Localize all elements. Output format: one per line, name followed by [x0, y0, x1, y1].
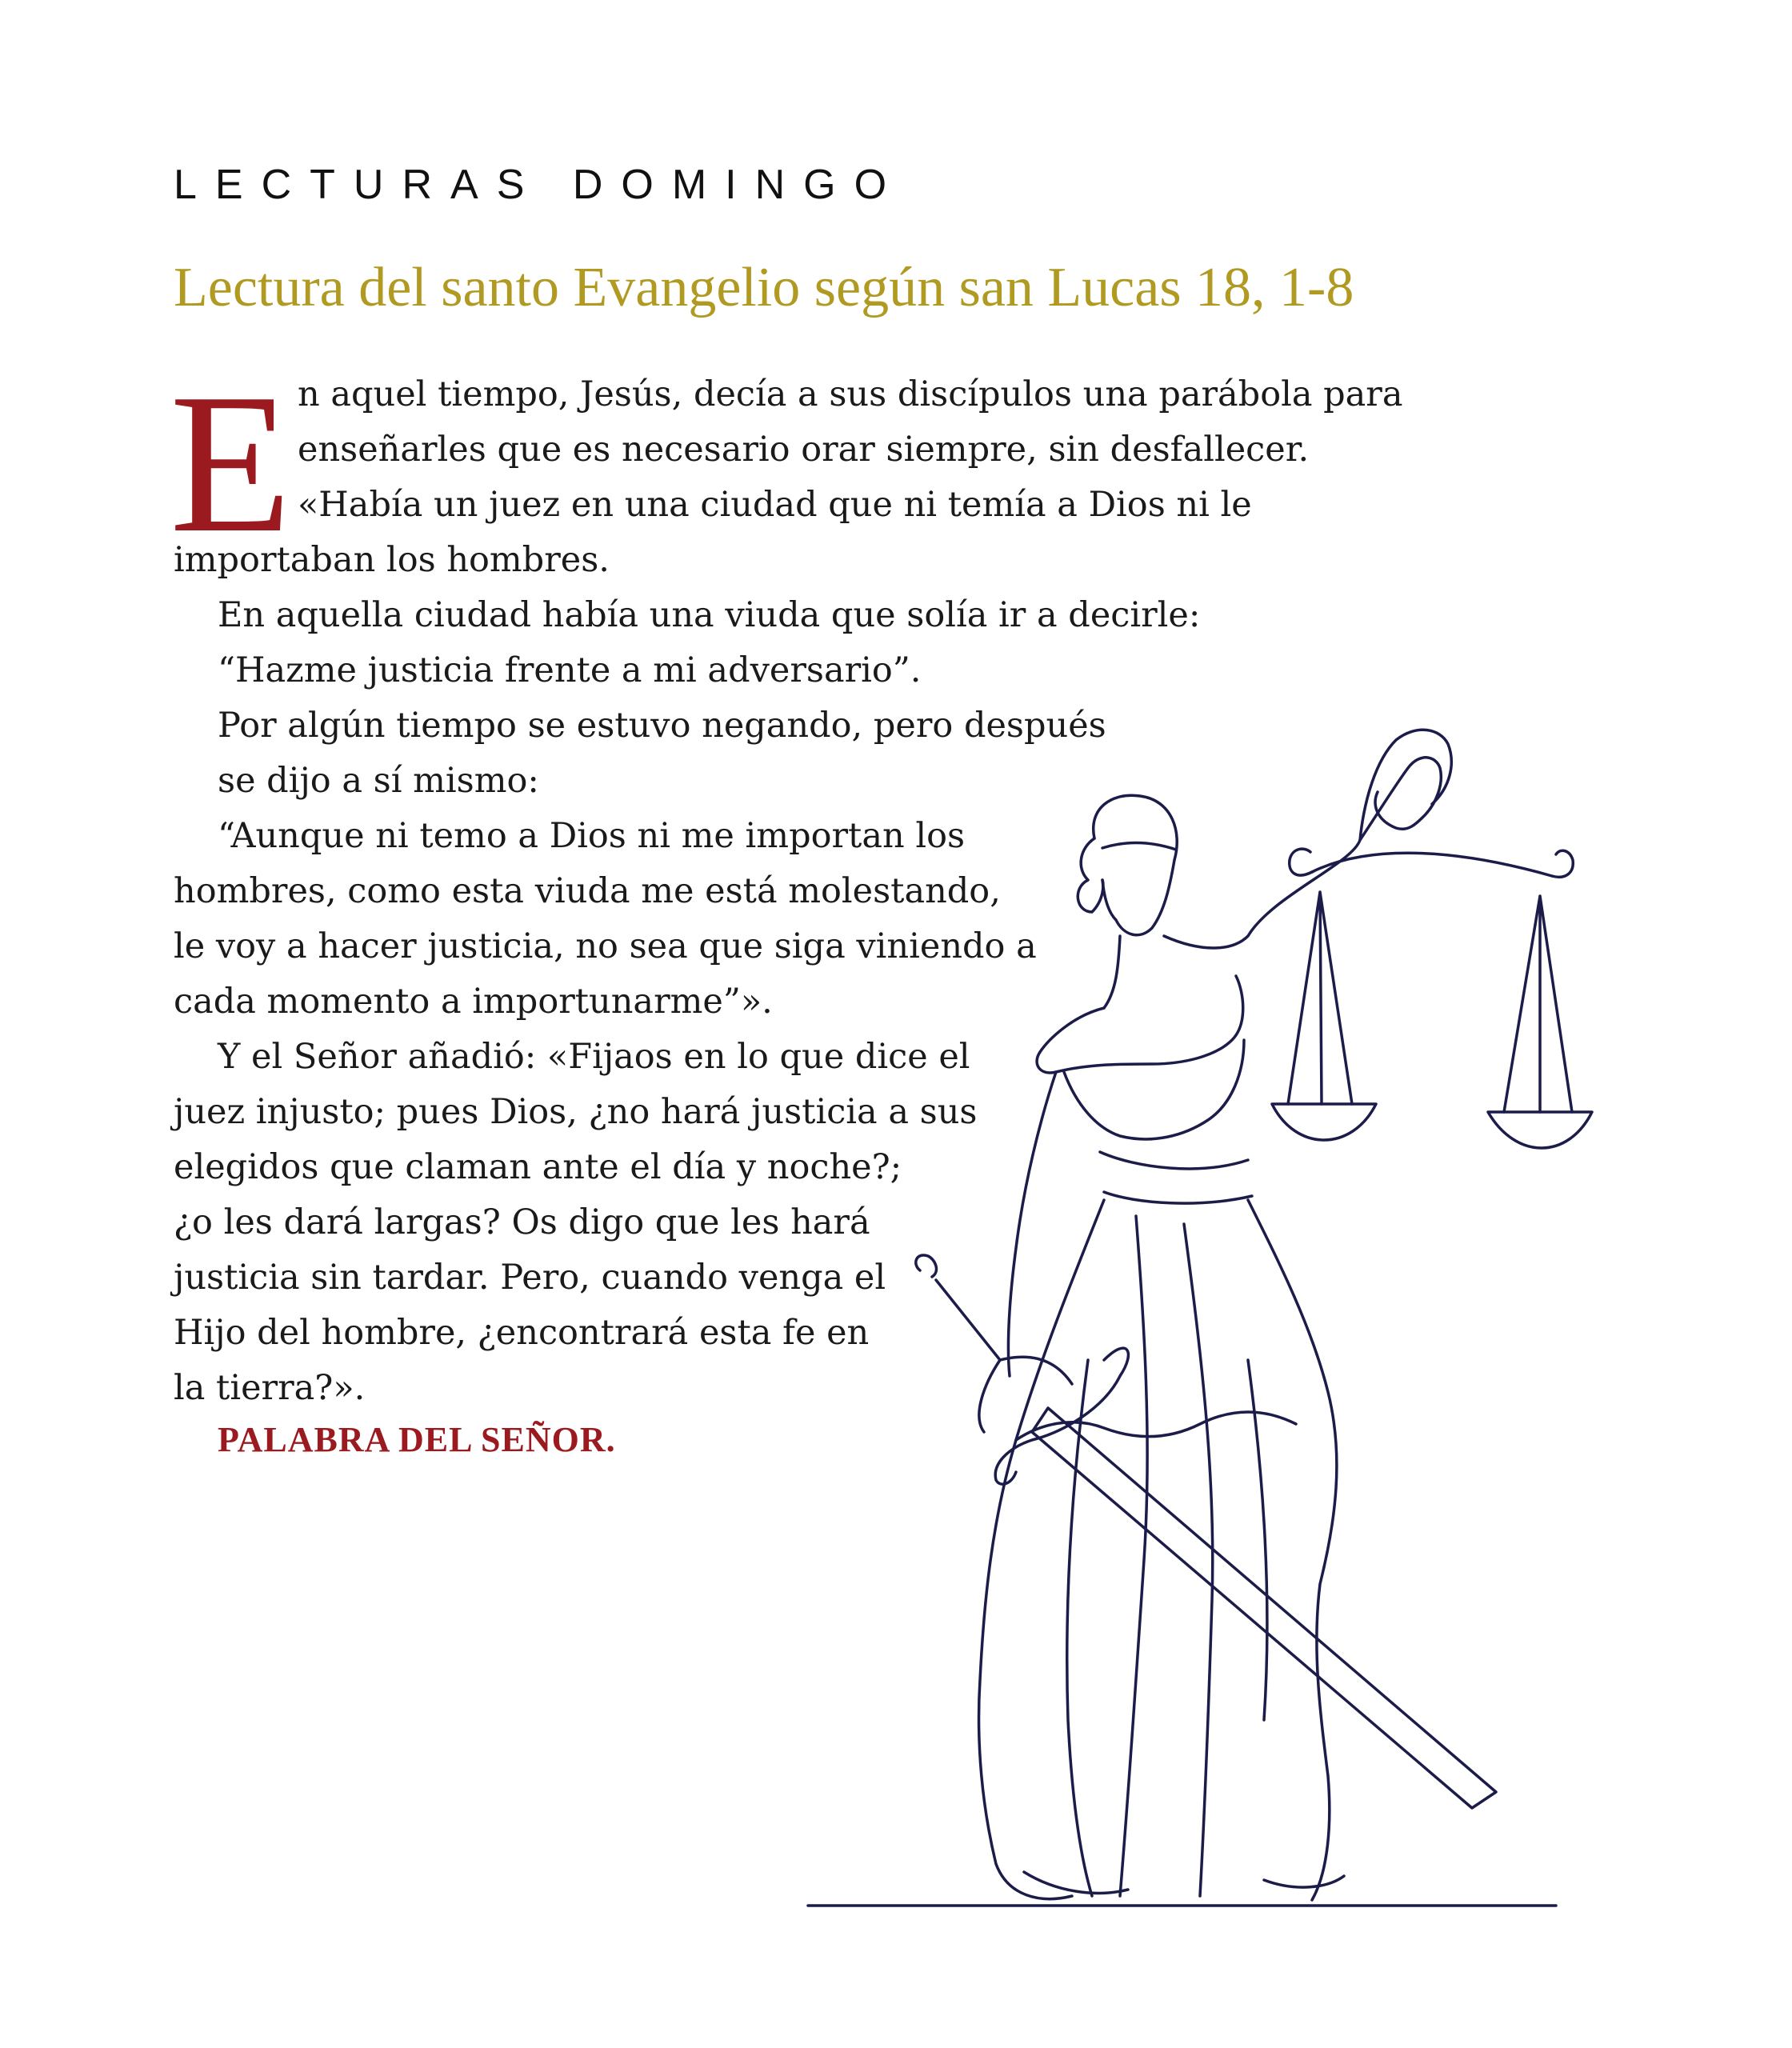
feet — [1024, 1872, 1344, 1893]
body-line: n aquel tiempo, Jesús, decía a sus discípulos una parábola para — [298, 374, 1403, 414]
body-line: ¿o les dará largas? Os digo que les hará — [174, 1202, 870, 1242]
waist — [1100, 1152, 1252, 1203]
body-line: juez injusto; pues Dios, ¿no hará justicia a sus — [174, 1092, 978, 1132]
dress-folds — [1067, 1216, 1267, 1896]
body-line: elegidos que claman ante el día y noche?; — [174, 1147, 902, 1187]
body-line: enseñarles que es necesario orar siempre, sin desfallecer. — [298, 430, 1310, 470]
right-pan — [1488, 1112, 1592, 1148]
body-line: “Aunque ni temo a Dios ni me importan los — [218, 816, 966, 856]
sword-blade — [1032, 1408, 1496, 1808]
body-line: En aquella ciudad había una viuda que solía ir a decirle: — [218, 595, 1201, 635]
section-label: LECTURAS DOMINGO — [174, 162, 906, 208]
head-outline — [1094, 795, 1178, 934]
scale-hook-right — [1552, 850, 1573, 877]
body-line: Por algún tiempo se estuvo negando, pero después — [218, 706, 1106, 746]
dress-skirt — [979, 1200, 1104, 1899]
body-line: «Había un juez en una ciudad que ni temía a Dios ni le — [298, 485, 1252, 525]
body-line: Y el Señor añadió: «Fijaos en lo que dice el — [218, 1037, 970, 1077]
dress-right — [1248, 1200, 1337, 1900]
shoulders — [1037, 976, 1243, 1073]
body-line: le voy a hacer justicia, no sea que siga viniendo a — [174, 926, 1037, 966]
body-line: cada momento a importunarme”». — [174, 982, 773, 1022]
reading-title: Lectura del santo Evangelio según san Lucas 18, 1-8 — [174, 257, 1354, 318]
closing-phrase: PALABRA DEL SEÑOR. — [218, 1420, 616, 1459]
body-line: hombres, como esta viuda me está molestando, — [174, 871, 1001, 911]
body-line: importaban los hombres. — [174, 540, 610, 580]
body-line: “Hazme justicia frente a mi adversario”. — [218, 650, 922, 690]
body-line: se dijo a sí mismo: — [218, 761, 539, 801]
sword-guard-loop — [995, 1348, 1128, 1484]
left-pan — [1272, 1104, 1376, 1140]
left-arm — [1008, 1072, 1056, 1376]
body-line: justicia sin tardar. Pero, cuando venga el — [174, 1258, 886, 1298]
left-pan-strings — [1288, 892, 1352, 1104]
bodice — [1064, 1040, 1244, 1139]
sword-grip — [916, 1255, 1000, 1360]
hand — [1360, 730, 1451, 840]
neck — [1104, 936, 1120, 1008]
scale-hook-left — [1290, 849, 1312, 875]
body-line: Hijo del hombre, ¿encontrará esta fe en — [174, 1313, 870, 1353]
body-line: la tierra?». — [174, 1368, 366, 1408]
right-pan-strings — [1504, 896, 1572, 1112]
drop-cap: E — [170, 353, 292, 574]
blindfold — [1102, 842, 1176, 850]
hair-outline — [1078, 838, 1103, 912]
sword-crossguard — [979, 1357, 1072, 1432]
